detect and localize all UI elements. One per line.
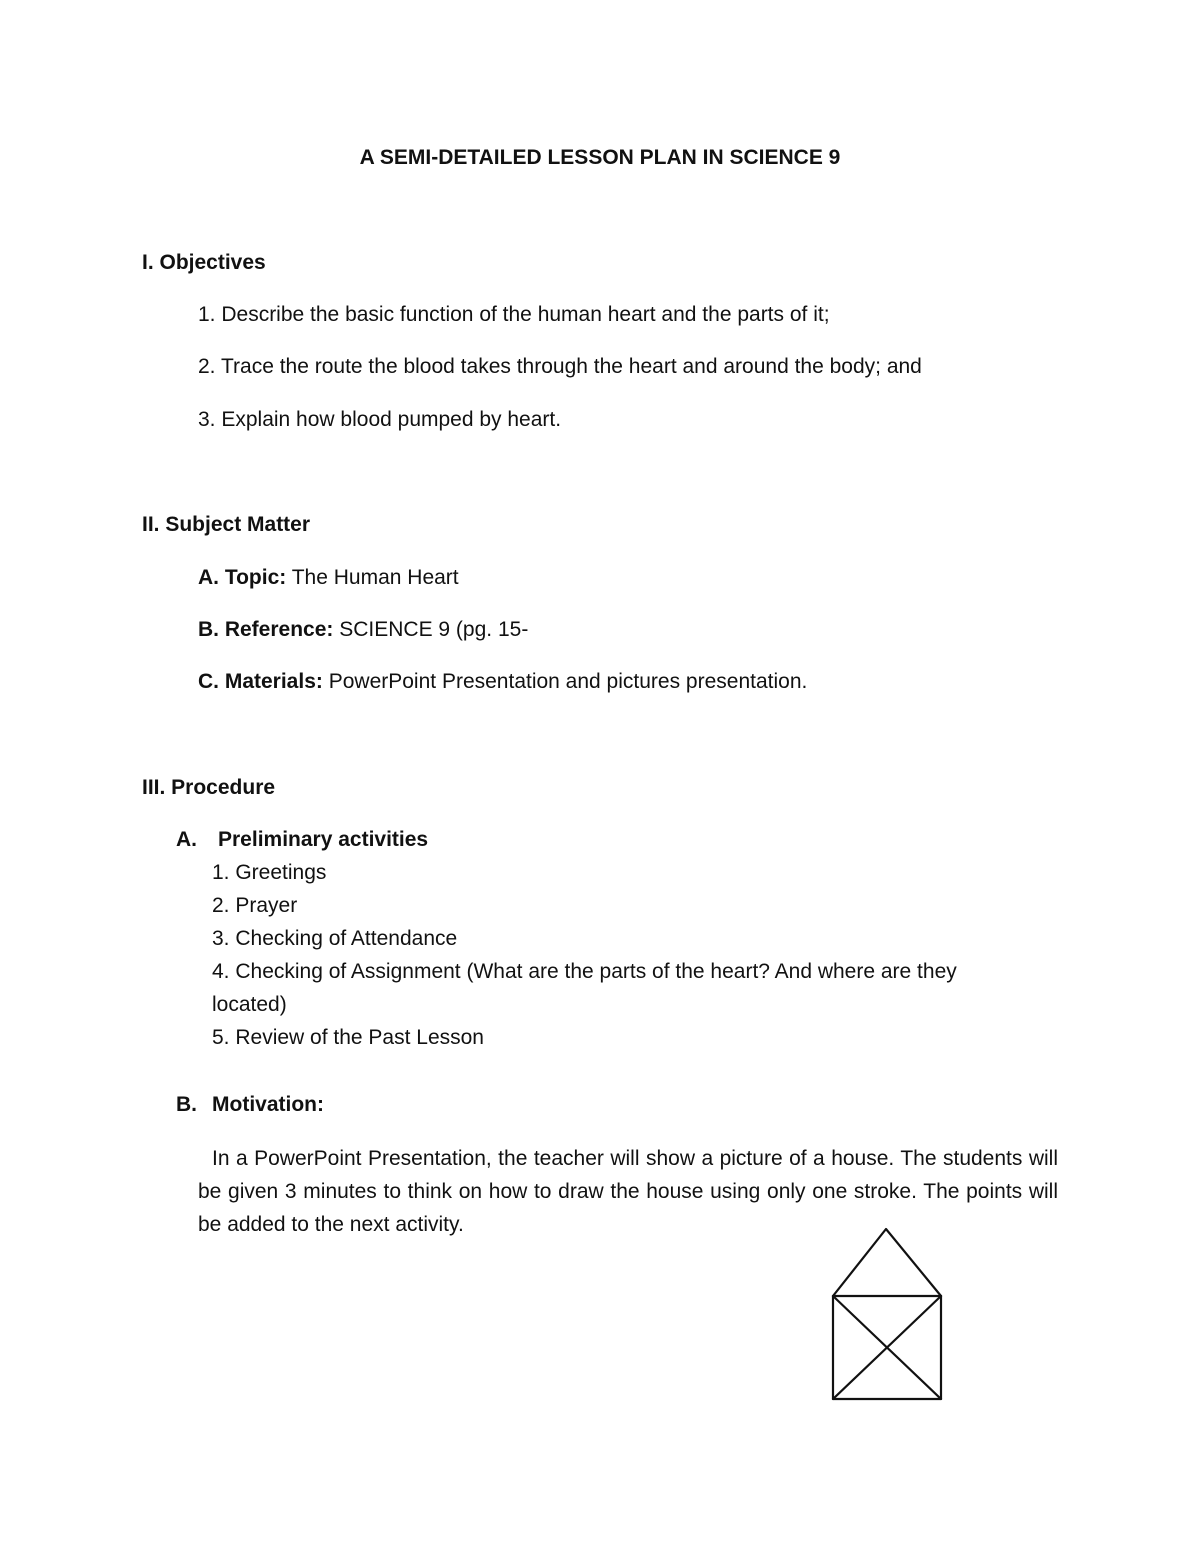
- reference-label: B. Reference:: [198, 618, 334, 641]
- preliminary-item-continuation: located): [212, 993, 287, 1016]
- preliminary-item: 2. Prayer: [212, 894, 298, 917]
- preliminary-heading: Preliminary activities: [218, 828, 429, 851]
- motivation-paragraph: In a PowerPoint Presentation, the teacher will show a picture of a house. The students will be given 3 minutes to think on how to draw the house using only one stroke. The points will be added to the next activity.: [198, 1147, 1058, 1236]
- house-drawing-icon: [828, 1225, 946, 1403]
- reference-value: SCIENCE 9 (pg. 15-: [339, 618, 529, 641]
- objectives-heading: I. Objectives: [142, 251, 266, 274]
- objective-item: 2. Trace the route the blood takes through the heart and around the body; and: [198, 355, 922, 378]
- topic-label: A. Topic:: [198, 566, 287, 589]
- document-title: A SEMI-DETAILED LESSON PLAN IN SCIENCE 9: [359, 146, 841, 169]
- objective-item: 1. Describe the basic function of the human heart and the parts of it;: [198, 303, 830, 326]
- subject-matter-heading: II. Subject Matter: [142, 513, 311, 536]
- topic-value: The Human Heart: [291, 566, 459, 589]
- objective-item: 3. Explain how blood pumped by heart.: [198, 408, 562, 431]
- materials-label: C. Materials:: [198, 670, 323, 693]
- materials-line: [198, 670, 807, 694]
- reference-line: [198, 618, 528, 642]
- motivation-heading: Motivation:: [212, 1093, 324, 1116]
- preliminary-marker: A.: [176, 828, 197, 851]
- procedure-heading: III. Procedure: [142, 776, 276, 799]
- preliminary-item: 1. Greetings: [212, 861, 327, 884]
- topic-line: [198, 566, 459, 590]
- materials-value: PowerPoint Presentation and pictures presentation.: [328, 670, 808, 693]
- house-roof: [833, 1229, 941, 1296]
- preliminary-item: 4. Checking of Assignment (What are the parts of the heart? And where are they: [212, 960, 957, 983]
- preliminary-item: 3. Checking of Attendance: [212, 927, 458, 950]
- preliminary-item: 5. Review of the Past Lesson: [212, 1026, 484, 1049]
- motivation-marker: B.: [176, 1093, 197, 1116]
